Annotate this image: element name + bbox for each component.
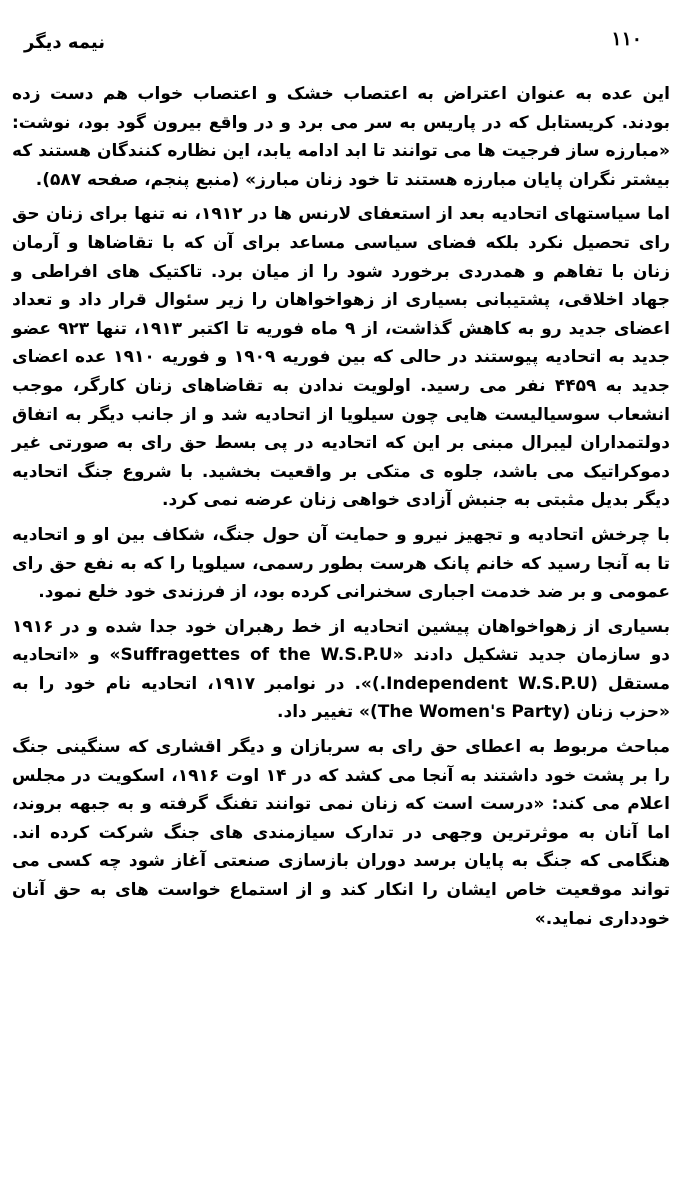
running-title: نیمه دیگر: [24, 32, 106, 53]
paragraph: این عده به عنوان اعتراض به اعتصاب خشک و اعتصاب خواب هم دست زده بودند. کریستابل که در پاریس به سر می برد و در واقع بیرون گود بود، نوشت: «مبارزه ساز فرجیت ها می توانند تا ابد ادامه یابد، این نظاره کنندگان هستند که بیشتر نگران پایان مبارزه هستند تا خود زنان مبارز» (منبع پنجم، صفحه ۵۸۷).: [12, 84, 670, 190]
page-number: ۱۱۰: [611, 28, 642, 50]
paragraph: اما سیاستهای اتحادیه بعد از استعفای لارنس ها در ۱۹۱۲، نه تنها برای زنان حق رای تحصیل نکرد بلکه فضای سیاسی مساعد برای آن که با تقاضاها و آرمان زنان با تفاهم و همدردی برخورد شود را از میان برد. تاکتیک های افراطی و جهاد اخلاقی، پشتیبانی بسیاری از زهواخواهان را زیر سئوال قرار داد و تعداد اعضای جدید رو به کاهش گذاشت، از ۹ ماه فوریه تا اکتبر ۱۹۱۳، تنها ۹۲۳ عضو جدید به اتحادیه پیوستند در حالی که بین فوریه ۱۹۰۹ و فوریه ۱۹۱۰ عده اعضای جدید به ۴۴۵۹ نفر می رسید. اولویت ندادن به تقاضاهای زنان کارگر، موجب انشعاب سوسیالیست هایی چون سیلویا از اتحادیه شد و از جانب دیگر به اتفاق دولتمداران لیبرال مبنی بر این که اتحادیه در پی بسط حق رای به صورتی غیر دموکراتیک می باشد، جلوه ی متکی بر واقعیت بخشید. با شروع جنگ اتحادیه دیگر بدیل مثبتی به جنبش آزادی خواهی زنان عرضه نمی کرد.: [12, 204, 670, 511]
paragraph: بسیاری از زهواخواهان پیشین اتحادیه از خط رهبران خود جدا شده و در ۱۹۱۶ دو سازمان جدید تشکیل دادند «Suffragettes of the W.S.P.U» و «اتحادیه مستقل (Independent W.S.P.U.)». در نوامبر ۱۹۱۷، اتحادیه نام خود را به «حزب زنان (The Women's Party)» تغییر داد.: [12, 616, 670, 723]
paragraph: مباحث مربوط به اعطای حق رای به سربازان و دیگر اقشاری که سنگینی جنگ را بر پشت خود داشتند به آنجا می کشد که در ۱۴ اوت ۱۹۱۶، اسکویت در مجلس اعلام می کند: «درست است که زنان نمی توانند تفنگ گرفته و به جبهه بروند، اما آنان به موثرترین وجهی در تدارک سیازمندی های جنگ شرکت کرده اند. هنگامی که جنگ به پایان برسد دوران بازسازی صنعتی آغاز شود چه کسی می تواند موقعیت خاص ایشان را انکار کند و از استماع خواست های به حق آنان خودداری نماید.»: [12, 737, 670, 929]
page-header: [14, 22, 668, 56]
body-text: [12, 80, 670, 939]
paragraph: با چرخش اتحادیه و تجهیز نیرو و حمایت آن حول جنگ، شکاف بین او و اتحادیه تا به آنجا رسید که خانم پانک هرست بطور رسمی، سیلویا را که به نفع حق رای عمومی و بر ضد خدمت اجباری سخنرانی کرده بود، از فرزندی خود خلع نمود.: [12, 524, 670, 603]
